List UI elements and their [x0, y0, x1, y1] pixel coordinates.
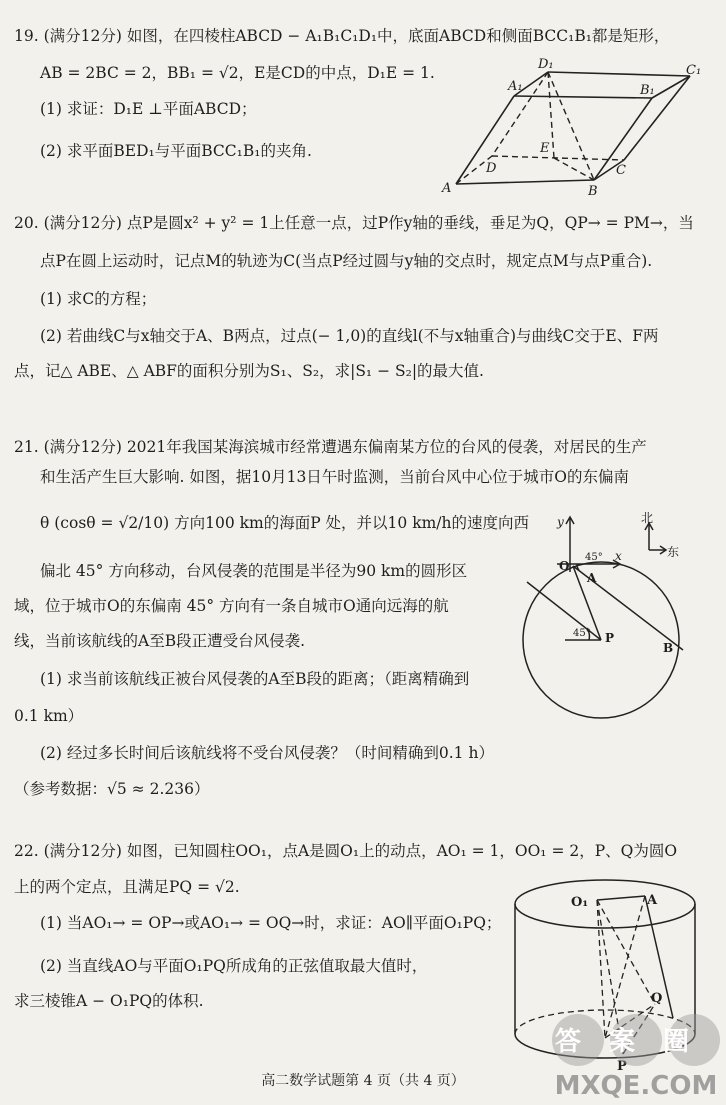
label-q: Q — [651, 991, 663, 1006]
label-p: P — [605, 631, 615, 645]
q20-part1: (1) 求C的方程； — [40, 290, 157, 308]
q21-ref: （参考数据：√5 ≈ 2.236） — [14, 780, 210, 798]
label-o: O — [559, 559, 570, 573]
q19-line2: AB = 2BC = 2，BB₁ = √2，E是CD的中点，D₁E = 1. — [40, 64, 435, 82]
label-y: y — [557, 515, 564, 529]
q21-line1: 21. (满分12分) 2021年我国某海滨城市经常遭遇东偏南某方位的台风的侵袭，对居民的生产 — [14, 438, 647, 456]
q22-part2b: 求三棱锥A − O₁PQ的体积. — [14, 992, 204, 1010]
q21-part1a: (1) 求当前该航线正被台风侵袭的A至B段的距离；（距离精确到 — [40, 670, 470, 688]
q21-line4: 偏北 45° 方向移动，台风侵袭的范围是半径为90 km的圆形区 — [40, 562, 468, 580]
label-east: 东 — [667, 545, 680, 559]
watermark-top: 答案圈 — [554, 1027, 718, 1057]
q20-line2: 点P在圆上运动时，记点M的轨迹为C(当点P经过圆与y轴的交点时，规定点M与点P重合). — [40, 252, 653, 270]
q21-line3: θ (cosθ = √2/10) 方向100 km的海面P 处，并以10 km/h的速度向西 — [40, 514, 530, 532]
q22-part1: (1) 当AO₁→ = OP→或AO₁→ = OQ→时，求证：AO∥平面O₁PQ； — [40, 914, 502, 932]
q20-part2a: (2) 若曲线C与x轴交于A、B两点，过点(− 1,0)的直线l(不与x轴重合)与曲线C交于E、F两 — [40, 327, 659, 345]
label-angle-top: 45° — [585, 552, 603, 563]
q21-line2: 和生活产生巨大影响. 如图，据10月13日午时监测，当前台风中心位于城市O的东偏南 — [40, 468, 630, 486]
label-a: A — [587, 571, 597, 585]
label-b: B — [588, 184, 598, 196]
q20-part2b: 点，记△ ABE、△ ABF的面积分别为S₁、S₂，求|S₁ − S₂|的最大值. — [14, 362, 484, 380]
label-p-cyl: P — [617, 1059, 627, 1073]
label-a-cyl: A — [647, 893, 658, 908]
q19-part1: (1) 求证：D₁E ⊥平面ABCD； — [40, 100, 257, 118]
q19-figure — [436, 56, 712, 196]
q21-figure — [515, 510, 720, 725]
q22-line1: 22. (满分12分) 如图，已知圆柱OO₁，点A是圆O₁上的动点，AO₁ = 1，OO₁ = 2，P、Q为圆O — [14, 842, 678, 860]
label-c1: C₁ — [686, 63, 702, 78]
label-d: D — [486, 161, 497, 176]
label-north: 北 — [641, 511, 654, 525]
watermark-bottom: MXQE.COM — [554, 1071, 718, 1101]
label-b1: B₁ — [640, 83, 655, 98]
q22-part2a: (2) 当直线AO与平面O₁PQ所成角的正弦值取最大值时， — [40, 957, 428, 975]
label-a: A — [442, 181, 452, 196]
label-angle-p: 45° — [573, 628, 591, 639]
q21-line6: 线，当前该航线的A至B段正遭受台风侵袭. — [14, 632, 306, 650]
label-b: B — [663, 641, 674, 655]
page-footer: 高二数学试题第 4 页（共 4 页） — [261, 1073, 465, 1089]
label-c: C — [616, 163, 626, 178]
label-e: E — [540, 141, 550, 156]
label-d1: D₁ — [538, 57, 554, 72]
q20-line1: 20. (满分12分) 点P是圆x² + y² = 1上任意一点，过P作y轴的垂线，垂足为Q，QP→ = PM→，当 — [14, 214, 694, 232]
q22-line2: 上的两个定点，且满足PQ = √2. — [14, 878, 240, 896]
label-o1: O₁ — [571, 895, 589, 910]
q19-part2: (2) 求平面BED₁与平面BCC₁B₁的夹角. — [40, 142, 312, 160]
label-x: x — [615, 549, 622, 563]
label-a1: A₁ — [508, 79, 523, 94]
q21-line5: 域，位于城市O的东偏南 45° 方向有一条自城市O通向远海的航 — [14, 597, 449, 615]
q21-part2: (2) 经过多长时间后该航线将不受台风侵袭？（时间精确到0.1 h） — [40, 744, 494, 762]
q19-line1: 19. (满分12分) 如图，在四棱柱ABCD − A₁B₁C₁D₁中，底面ABCD和侧面BCC₁B₁都是矩形， — [14, 27, 670, 45]
q21-part1b: 0.1 km） — [14, 707, 84, 725]
